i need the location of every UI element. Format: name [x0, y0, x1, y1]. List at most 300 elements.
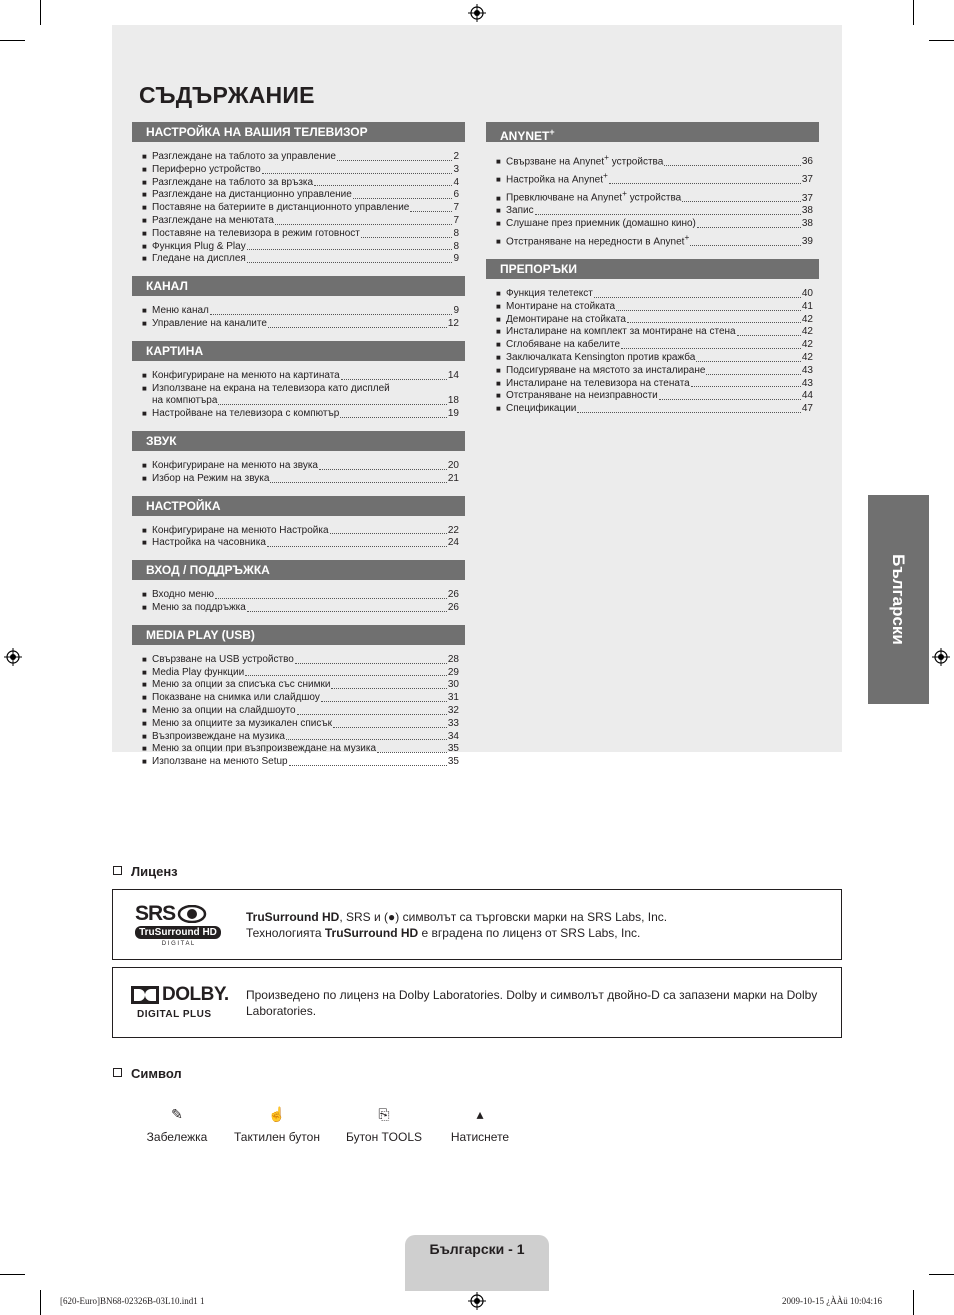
toc-entry-text [152, 525, 329, 538]
registration-mark-icon [932, 648, 950, 666]
toc-entry-page: 43 [801, 377, 813, 389]
leader-dots [341, 379, 447, 380]
toc-entry-page: 8 [453, 240, 459, 252]
toc-entry-text [506, 352, 695, 365]
toc-entry-text [506, 301, 615, 314]
toc-entry[interactable] [496, 301, 819, 314]
toc-entry-page: 31 [447, 692, 459, 704]
toc-entry-text [152, 241, 246, 254]
toc-entry-text [152, 589, 214, 602]
toc-entry-text [506, 231, 689, 249]
toc-entry-text [506, 365, 705, 378]
leader-dots [330, 533, 447, 534]
crop-mark [40, 1290, 41, 1315]
bullet-square-icon: ■ [496, 353, 501, 363]
leader-dots [616, 310, 801, 311]
toc-entry-text-main: Сглобяване на кабелите [506, 339, 621, 351]
registration-mark-icon [468, 4, 486, 22]
toc-entry-text-main: Отстраняване на неизправности [506, 390, 658, 402]
symbol-press-label: Натиснете [450, 1130, 510, 1144]
language-tab-label: Български [889, 554, 909, 645]
leader-dots [691, 386, 801, 387]
bullet-square-icon: ■ [496, 391, 501, 401]
srs-license-box [112, 889, 842, 960]
toc-entry-text [506, 187, 681, 205]
toc-entry-page: 7 [453, 214, 459, 226]
toc-entry[interactable] [496, 378, 819, 391]
dolby-logo-text: DOLBY. [162, 984, 229, 1005]
crop-mark [913, 0, 914, 25]
toc-entry-text-main: Инсталиране на телевизора на стената [506, 377, 690, 389]
toc-entry-list [142, 151, 465, 266]
registration-mark-icon [468, 1292, 486, 1310]
bullet-square-icon: ■ [496, 206, 501, 216]
leader-dots [247, 249, 453, 250]
toc-entry[interactable] [142, 731, 465, 744]
bullet-square-icon: ■ [496, 404, 501, 414]
toc-entry[interactable] [142, 164, 465, 177]
bullet-square-icon: ■ [142, 215, 147, 225]
leader-dots [262, 173, 453, 174]
bullet-square-icon: ■ [496, 289, 501, 299]
toc-entry-text-main: Показване на снимка или слайдшоу [152, 692, 320, 704]
toc-entry[interactable] [142, 460, 465, 473]
toc-entry[interactable] [142, 473, 465, 486]
toc-entry-text [506, 218, 696, 231]
toc-entry[interactable] [142, 189, 465, 202]
toc-entry-text-main: Конфигуриране на менюто на звука [152, 459, 318, 471]
toc-entry[interactable] [142, 370, 465, 383]
symbol-note-label: Забележка [146, 1130, 208, 1144]
toc-section-heading [132, 625, 465, 645]
srs-line2-rest: е вградена по лиценз от SRS Labs, Inc. [418, 926, 641, 940]
bullet-square-icon: ■ [142, 241, 147, 251]
toc-entry[interactable] [142, 215, 465, 228]
toc-entry[interactable] [142, 253, 465, 266]
bullet-square-icon: ■ [142, 731, 147, 741]
toc-entry-text [152, 602, 246, 615]
bullet-square-icon: ■ [142, 680, 147, 690]
srs-line-1 [246, 909, 667, 925]
toc-entry-text-main: Свързване на Anynet [506, 156, 605, 168]
bullet-square-icon: ■ [142, 718, 147, 728]
toc-entry-text [152, 692, 320, 705]
toc-entry-page: 42 [801, 313, 813, 325]
toc-section-heading-text: НАСТРОЙКА НА ВАШИЯ ТЕЛЕВИЗОР [146, 125, 368, 139]
toc-entry-page: 30 [447, 679, 459, 691]
toc-entry-text-main: Меню за опции за списъка със снимки [152, 679, 331, 691]
srs-logo-digital: D I G I T A L [161, 941, 195, 947]
toc-entry-sup: + [603, 170, 608, 181]
toc-entry-page: 37 [801, 192, 813, 204]
toc-entry-text-main: Свързване на USB устройство [152, 653, 294, 665]
bullet-square-icon: ■ [496, 340, 501, 350]
toc-entry-text-main: Инсталиране на комплект за монтиране на стена [506, 326, 736, 338]
crop-mark [929, 1274, 954, 1275]
leader-dots [218, 404, 446, 405]
toc-entry-text-main: Отстраняване на нередности в Anynet [506, 236, 685, 248]
toc-entry[interactable] [496, 314, 819, 327]
symbol-tools-button [339, 1104, 429, 1144]
toc-entry-text [506, 403, 576, 416]
toc-entry-text-main: Конфигуриране на менюто на картината [152, 369, 340, 381]
srs-bold-1: TruSurround HD [246, 910, 340, 924]
srs-circle-icon [177, 905, 207, 923]
toc-entry-text [506, 151, 663, 169]
double-d-icon [131, 986, 159, 1004]
toc-entry-page: 35 [447, 756, 459, 768]
toc-entry[interactable] [142, 525, 465, 538]
toc-entry-text-main: Запис [506, 205, 534, 217]
toc-entry[interactable] [142, 705, 465, 718]
registration-mark-icon [4, 648, 22, 666]
leader-dots [682, 201, 801, 202]
toc-entry-text [152, 177, 313, 190]
toc-entry-text-main: Функция Plug & Play [152, 240, 246, 252]
toc-section-heading [486, 122, 819, 142]
toc-entry-text-main: Настройка на часовника [152, 537, 266, 549]
dolby-logo-main [131, 984, 231, 1006]
srs-logo-main [135, 904, 225, 924]
toc-entry-text-main: Меню за опции на слайдшоуто [152, 704, 296, 716]
leader-dots [268, 327, 447, 328]
toc-entry[interactable] [142, 602, 465, 615]
toc-entry-list [496, 288, 819, 416]
toc-entry-page: 18 [447, 395, 459, 407]
bullet-square-icon: ■ [142, 190, 147, 200]
bullet-square-icon: ■ [142, 254, 147, 264]
toc-entry-text-main: Слушане през приемник (домашно кино) [506, 218, 696, 230]
checkbox-square-icon [113, 866, 122, 875]
page-title: СЪДЪРЖАНИЕ [139, 82, 315, 108]
toc-entry[interactable] [496, 403, 819, 416]
toc-entry[interactable] [142, 756, 465, 769]
leader-dots [594, 297, 801, 298]
toc-entry-text [152, 718, 332, 731]
note-icon: ✎ [171, 1106, 183, 1122]
bullet-square-icon: ■ [142, 370, 147, 380]
touch-button-icon: ☝ [268, 1106, 286, 1122]
bullet-square-icon: ■ [142, 667, 147, 677]
srs-logo [135, 904, 225, 947]
srs-bold-2: TruSurround HD [324, 926, 419, 940]
toc-entry[interactable] [496, 205, 819, 218]
leader-dots [275, 224, 452, 225]
leader-dots [377, 752, 447, 753]
toc-section-heading-text: НАСТРОЙКА [146, 498, 221, 513]
toc-entry-text-rest: устройства [626, 192, 682, 204]
toc-entry-text [152, 215, 274, 228]
toc-entry-text-main: Разглеждане на дистанционно управление [152, 189, 352, 201]
leader-dots [696, 361, 801, 362]
toc-section-heading [132, 276, 465, 296]
press-icon: ▴ [476, 1106, 484, 1122]
toc-section-heading [132, 122, 465, 142]
toc-entry-page: 14 [447, 369, 459, 381]
toc-entry-text-main: Подсигуряване на мястото за инсталиране [506, 364, 706, 376]
toc-entry[interactable] [496, 169, 819, 187]
bullet-square-icon: ■ [142, 757, 147, 767]
toc-entry-sup: + [604, 152, 609, 162]
toc-entry-text [506, 378, 690, 391]
srs-line2-pre: Технологията [246, 926, 325, 940]
toc-section-heading [132, 560, 465, 580]
toc-entry-page: 44 [801, 390, 813, 402]
toc-entry-page: 32 [447, 704, 459, 716]
leader-dots [577, 412, 800, 413]
toc-entry-text-main: Поставяне на телевизора в режим готовност [152, 227, 360, 239]
toc-entry[interactable] [496, 365, 819, 378]
toc-entry-text-main: Функция телетекст [506, 288, 593, 300]
toc-entry[interactable] [496, 151, 819, 169]
toc-entry-sup: + [684, 231, 690, 242]
crop-mark [0, 40, 25, 41]
toc-entry-continuation[interactable] [142, 395, 465, 408]
bullet-square-icon: ■ [142, 460, 147, 470]
leader-dots [535, 214, 801, 215]
toc-entry[interactable] [142, 667, 465, 680]
toc-entry-text [152, 189, 352, 202]
toc-entry[interactable] [142, 202, 465, 215]
leader-dots [314, 185, 452, 186]
toc-entry[interactable] [142, 589, 465, 602]
toc-entry-text [152, 318, 267, 331]
toc-entry[interactable] [142, 408, 465, 421]
leader-dots [319, 469, 447, 470]
bullet-square-icon: ■ [142, 228, 147, 238]
leader-dots [289, 765, 447, 766]
toc-right-column [486, 122, 819, 426]
bullet-square-icon: ■ [142, 473, 147, 483]
toc-entry-text [152, 473, 269, 486]
toc-entry[interactable] [142, 241, 465, 254]
srs-line1-rest: , SRS и (●) символът са търговски марки на SRS Labs, Inc. [339, 910, 668, 924]
toc-entry-text [152, 654, 294, 667]
bullet-square-icon: ■ [496, 193, 501, 203]
bullet-square-icon: ■ [496, 365, 501, 375]
toc-entry-text-main: Възпроизвеждане на музика [152, 730, 285, 742]
toc-section-heading-text: MEDIA PLAY (USB) [146, 627, 255, 642]
toc-entry-page: 20 [447, 459, 459, 471]
toc-entry[interactable] [496, 326, 819, 339]
toc-entry-text [152, 705, 296, 718]
leader-dots [245, 675, 447, 676]
symbol-press [435, 1104, 525, 1144]
license-heading [113, 864, 178, 879]
bullet-square-icon: ■ [496, 157, 501, 167]
toc-section-heading-text: ЗВУК [146, 433, 177, 448]
toc-entry[interactable] [496, 339, 819, 352]
leader-dots [737, 335, 801, 336]
toc-entry[interactable] [142, 692, 465, 705]
toc-entry[interactable] [496, 352, 819, 365]
toc-section-heading-text: ПРЕПОРЪКИ [500, 262, 577, 277]
leader-dots [286, 739, 447, 740]
toc-entry-page: 33 [447, 717, 459, 729]
bullet-square-icon: ■ [496, 219, 501, 229]
toc-entry-page: 9 [453, 253, 459, 265]
toc-entry-text-main: Разглеждане на менютата [152, 214, 274, 226]
bullet-square-icon: ■ [142, 203, 147, 213]
toc-entry-text-main: Разглеждане на таблото за връзка [152, 176, 314, 188]
bullet-square-icon: ■ [496, 327, 501, 337]
toc-entry-list [142, 654, 465, 769]
toc-entry-page: 3 [453, 163, 459, 175]
srs-logo-text: SRS [135, 902, 176, 925]
toc-entry-text-main: Заключалката Kensington против кражба [506, 352, 696, 364]
toc-entry-page: 2 [453, 151, 459, 162]
crop-mark [0, 1274, 25, 1275]
toc-entry-page: 34 [447, 730, 459, 742]
dolby-logo [131, 984, 231, 1020]
symbol-heading-text: Символ [131, 1066, 182, 1081]
toc-entry-text [152, 228, 360, 241]
toc-entry-text [152, 460, 318, 473]
toc-entry-text [506, 288, 593, 301]
toc-entry-page: 38 [801, 218, 813, 230]
toc-entry-page: 42 [801, 326, 813, 338]
leader-dots [331, 688, 446, 689]
leader-dots [340, 417, 447, 418]
toc-entry-text [506, 390, 658, 403]
toc-entry-text [506, 339, 620, 352]
toc-entry-text-main: Media Play функции [152, 666, 245, 678]
bullet-square-icon: ■ [496, 378, 501, 388]
bullet-square-icon: ■ [142, 164, 147, 174]
srs-line-2 [246, 925, 667, 941]
toc-entry-page: 9 [453, 305, 459, 317]
leader-dots [690, 245, 801, 246]
leader-dots [297, 714, 447, 715]
toc-entry[interactable] [142, 151, 465, 164]
symbol-tools-label: Бутон TOOLS [345, 1130, 423, 1144]
toc-entry[interactable] [142, 228, 465, 241]
toc-entry[interactable] [142, 718, 465, 731]
toc-entry-text [152, 164, 261, 177]
leader-dots [270, 482, 446, 483]
toc-entry-text-main: Конфигуриране на менюто Настройка [152, 524, 329, 536]
toc-entry-text-main: Меню за поддръжка [152, 601, 246, 613]
toc-entry[interactable] [142, 743, 465, 756]
toc-entry-page: 40 [801, 288, 813, 300]
toc-entry-text-main: Поставяне на батериите в дистанционното управление [152, 202, 410, 214]
toc-entry-list [142, 370, 465, 421]
toc-entry-text-main: Избор на Режим на звука [152, 472, 270, 484]
toc-entry-text [506, 314, 626, 327]
toc-entry[interactable] [142, 537, 465, 550]
toc-entry-page: 22 [447, 524, 459, 536]
toc-entry-page: 37 [801, 174, 813, 186]
leader-dots [410, 211, 452, 212]
toc-entry-page: 47 [801, 403, 813, 415]
leader-dots [215, 598, 447, 599]
toc-entry-page: 42 [801, 352, 813, 364]
toc-entry-list [142, 305, 465, 331]
toc-entry-page: 35 [447, 743, 459, 755]
leader-dots [295, 663, 447, 664]
toc-entry-text [152, 151, 336, 164]
leader-dots [659, 399, 801, 400]
symbol-touch-button-label: Тактилен бутон [234, 1130, 320, 1144]
toc-entry-text [152, 756, 288, 769]
toc-entry-text-main: Спецификации [506, 403, 577, 415]
toc-entry-text-main: Настройване на телевизора с компютър [152, 408, 340, 420]
toc-entry-page: 12 [447, 317, 459, 329]
toc-entry[interactable] [142, 305, 465, 318]
leader-dots [621, 348, 801, 349]
leader-dots [247, 262, 453, 263]
bullet-square-icon: ■ [142, 383, 147, 393]
toc-entry-text [506, 326, 736, 339]
toc-entry[interactable] [496, 187, 819, 205]
leader-dots [337, 160, 453, 161]
toc-section-heading [132, 431, 465, 451]
toc-entry-list [142, 460, 465, 486]
toc-entry-page: 43 [801, 364, 813, 376]
leader-dots [267, 546, 447, 547]
toc-entry[interactable] [142, 679, 465, 692]
toc-entry-page: 21 [447, 472, 459, 484]
toc-entry[interactable] [496, 288, 819, 301]
toc-entry-text [152, 679, 330, 692]
toc-entry-text-rest: устройства [608, 156, 664, 168]
toc-entry-text-main: Входно меню [152, 589, 214, 601]
toc-entry-page: 4 [453, 176, 459, 188]
toc-entry[interactable] [496, 390, 819, 403]
leader-dots [321, 701, 447, 702]
toc-entry[interactable] [142, 383, 465, 396]
license-heading-text: Лиценз [131, 864, 178, 879]
toc-entry[interactable] [142, 318, 465, 331]
toc-section-heading [486, 259, 819, 279]
toc-entry-text [152, 537, 266, 550]
toc-entry[interactable] [142, 177, 465, 190]
toc-entry-page: 36 [801, 156, 813, 168]
bullet-square-icon: ■ [142, 152, 147, 161]
toc-entry[interactable] [142, 654, 465, 667]
toc-entry-text-main: Меню за опциите за музикален списък [152, 717, 332, 729]
crop-mark [913, 1290, 914, 1315]
toc-entry-list [142, 525, 465, 551]
toc-entry-text [152, 370, 340, 383]
srs-logo-sub: TruSurround HD [135, 926, 221, 939]
leader-dots [353, 198, 453, 199]
toc-entry-page: 41 [801, 300, 813, 312]
bullet-square-icon: ■ [142, 602, 147, 612]
bullet-square-icon: ■ [142, 654, 147, 664]
bullet-square-icon: ■ [142, 693, 147, 703]
toc-entry-text-main: Гледане на дисплея [152, 253, 246, 265]
bullet-square-icon: ■ [142, 525, 147, 535]
symbol-touch-button [232, 1104, 322, 1144]
leader-dots [627, 322, 801, 323]
toc-entry-text: на компютъра [152, 395, 218, 407]
toc-entry-text-main: Демонтиране на стойката [506, 313, 626, 325]
leader-dots [247, 611, 447, 612]
toc-entry[interactable] [496, 218, 819, 231]
toc-entry[interactable] [496, 231, 819, 249]
leader-dots [664, 165, 801, 166]
bullet-square-icon: ■ [142, 538, 147, 548]
toc-section-heading-text: ВХОД / ПОДДРЪЖКА [146, 563, 270, 578]
symbol-note [132, 1104, 222, 1144]
toc-entry-page: 26 [447, 589, 459, 601]
leader-dots [706, 374, 800, 375]
bullet-square-icon: ■ [142, 744, 147, 754]
toc-section-heading-text: ANYNET [500, 129, 550, 143]
checkbox-square-icon [113, 1068, 122, 1077]
toc-entry-sup: + [622, 188, 627, 199]
